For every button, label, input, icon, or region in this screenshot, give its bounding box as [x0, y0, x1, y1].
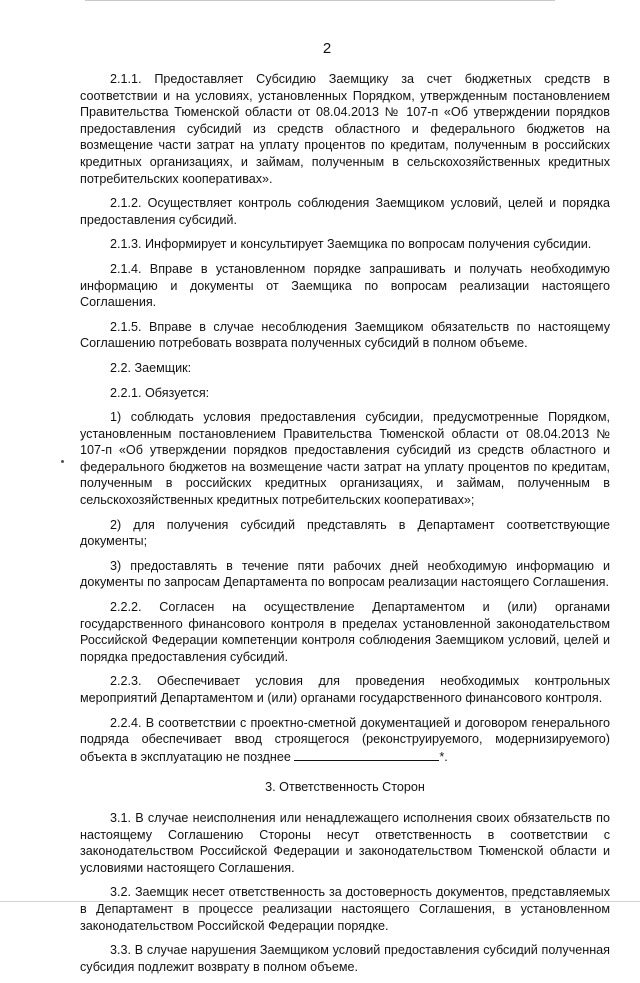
scan-top-edge [85, 0, 555, 1]
paragraph-2-1-4: 2.1.4. Вправе в установленном порядке запрашивать и получать необходимую информацию и документы от Заемщика по вопросам реализации настоящего Соглашения. [80, 261, 610, 310]
paragraph-2-2-4 [80, 715, 610, 766]
paragraph-3-2: 3.2. Заемщик несет ответственность за достоверность документов, представляемых в Департамент в процессе реализации настоящего Соглашения, в установленном законодательством Российской Федерации порядке. [80, 885, 610, 933]
paragraph-3-3: 3.3. В случае нарушения Заемщиком условий предоставления субсидий полученная субсидия подлежит возврату в полном объеме. [80, 943, 610, 974]
document-body [80, 71, 610, 983]
paragraph-2-1-2: 2.1.2. Осуществляет контроль соблюдения Заемщиком условий, целей и порядка предоставления субсидий. [80, 196, 610, 227]
list-item-3: 3) предоставлять в течение пяти рабочих дней необходимую информацию и документы по запросам Департамента по вопросам реализации настоящего Соглашения. [80, 558, 610, 590]
paragraph-2-1-3: 2.1.3. Информирует и консультирует Заемщика по вопросам получения субсидии. [110, 237, 592, 252]
paragraph-2-1-5: 2.1.5. Вправе в случае несоблюдения Заемщиком обязательств по настоящему Соглашению потребовать возврата полученных субсидий в полном объеме. [80, 319, 610, 351]
footnote-mark: *. [439, 749, 448, 764]
page-number: 2 [322, 40, 332, 57]
list-item-1: 1) соблюдать условия предоставления субсидии, предусмотренные Порядком, установленным постановлением Правительства Тюменской области от 08.04.2013 № 107-п «Об утверждении порядков предоставления субсидий из средств областного и федерального бюджетов на возмещение части затрат на уплату процентов по кредитам, полученным в российских кредитных организациях, и займам, полученным в сельскохозяйственных кредитных потребительских кооперативах»; [80, 410, 610, 508]
paragraph-2-2: 2.2. Заемщик: [110, 360, 192, 375]
section-heading-3: 3. Ответственность Сторон [265, 780, 425, 795]
paragraph-2-1-1: 2.1.1. Предоставляет Субсидию Заемщику за счет бюджетных средств в соответствии и на условиях, установленных Порядком, утвержденным постановлением Правительства Тюменской области от 08.04.2013 № 107-п «Об утверждении порядков предоставления субсидий из средств областного и федерального бюджетов на возмещение части затрат на уплату процентов по кредитам, полученным в российских кредитных организациях, и займам, полученным в сельскохозяйственных кредитных потребительских кооперативах». [80, 72, 610, 186]
paragraph-3-1: 3.1. В случае неисполнения или ненадлежащего исполнения своих обязательств по настоящему Соглашению Стороны несут ответственность в соответствии с законодательством Российской Федерации и законодательством Тюменской области и условиями настоящего Соглашения. [80, 810, 610, 875]
scan-dot [61, 460, 64, 463]
paragraph-2-2-4-text: 2.2.4. В соответствии с проектно-сметной документацией и договором генерального подряда обеспечивает ввод строящегося (реконструируемого, модернизируемого) объекта в эксплуатацию не позднее [80, 715, 610, 764]
date-blank-line [294, 748, 439, 761]
paragraph-2-2-3: 2.2.3. Обеспечивает условия для проведения необходимых контрольных мероприятий Департаментом и (или) органами государственного финансового контроля. [80, 674, 610, 705]
paragraph-2-2-2: 2.2.2. Согласен на осуществление Департаментом и (или) органами государственного финансового контроля в пределах установленной законодательством Российской Федерации компетенции контроля соблюдения Заемщиком условий, целей и порядка предоставления субсидий. [80, 600, 610, 664]
paragraph-2-2-1: 2.2.1. Обязуется: [110, 385, 210, 400]
list-item-2: 2) для получения субсидий представлять в Департамент соответствующие документы; [80, 517, 610, 549]
scan-bottom-edge [0, 901, 640, 902]
